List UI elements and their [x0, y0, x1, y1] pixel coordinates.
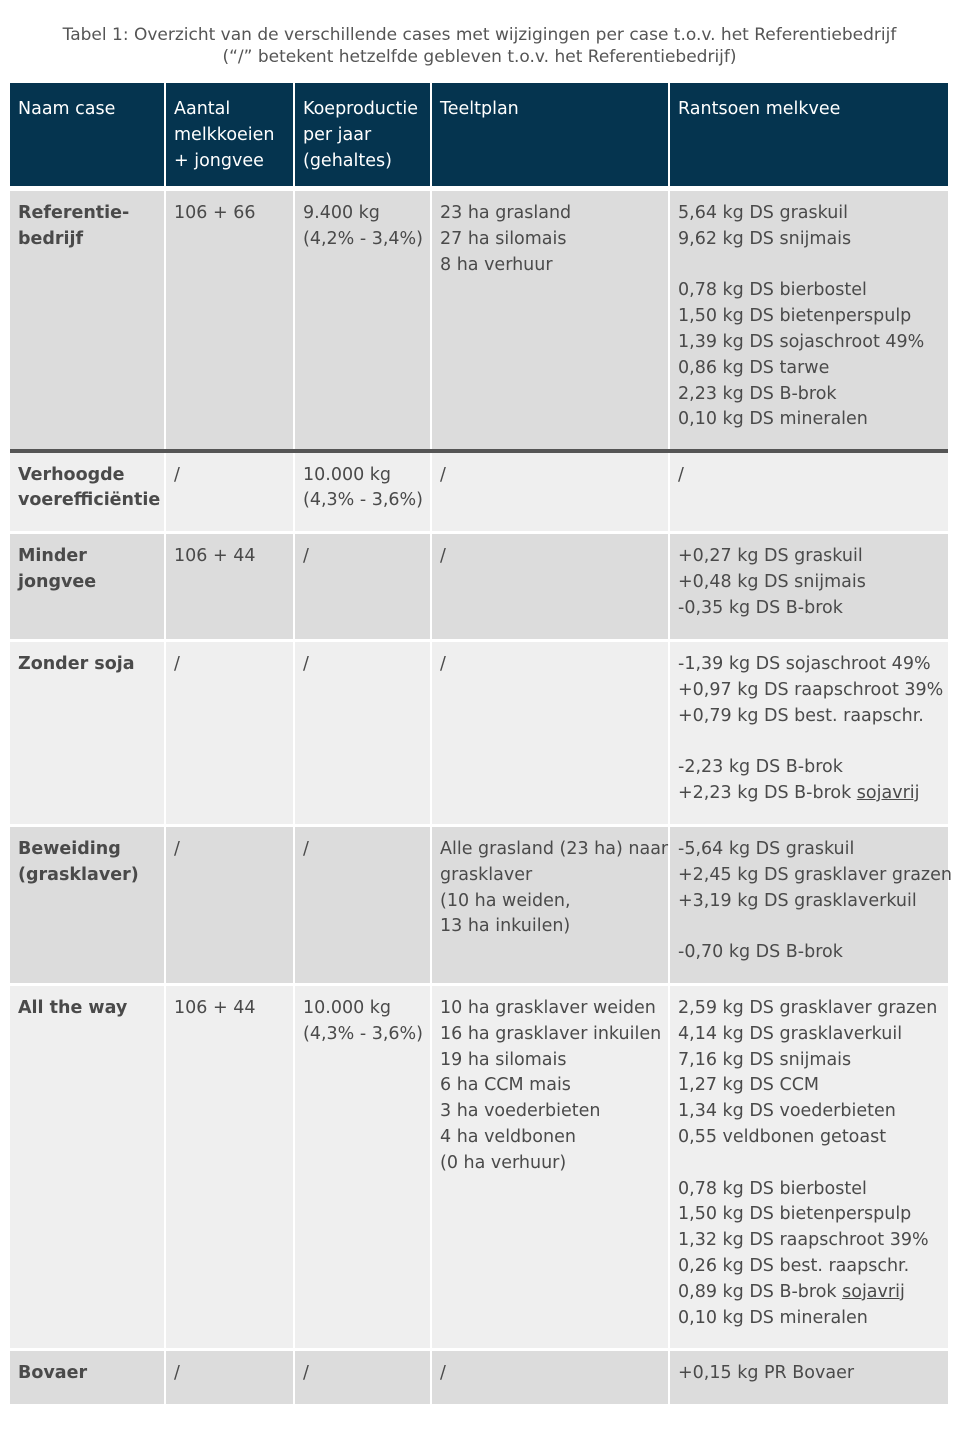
cell-line: 0,10 kg DS mineralen	[678, 1307, 868, 1328]
cell-line: /	[303, 1363, 309, 1383]
cases-table	[10, 83, 952, 1407]
cell-line: jongvee	[18, 571, 97, 592]
cell-line: /	[440, 1363, 446, 1383]
cell-line: 13 ha inkuilen)	[440, 916, 571, 937]
cell-rantsoen	[669, 189, 948, 451]
cell-line: 9,62 kg DS snijmais	[678, 228, 852, 249]
cell-line: +0,27 kg DS graskuil	[678, 546, 863, 566]
cell-line	[678, 253, 940, 279]
cell-line: Koeproductie	[303, 99, 419, 119]
cell-line: + jongvee	[174, 150, 264, 171]
cell-line: (gehaltes)	[303, 150, 392, 171]
cell-line: Verhoogde	[18, 464, 125, 485]
cell-koeproductie	[294, 641, 431, 826]
cell-line: Minder	[18, 546, 87, 566]
table-row-referentiebedrijf	[10, 189, 948, 451]
cell-aantal	[165, 451, 294, 533]
cell-naam	[10, 451, 165, 533]
table-row-verhoogde-voerefficientie	[10, 451, 948, 533]
cell-aantal	[165, 641, 294, 826]
table-row-minder-jongvee	[10, 533, 948, 641]
cell-line: /	[440, 546, 446, 566]
cell-rantsoen	[669, 1350, 948, 1406]
cell-koeproductie	[294, 826, 431, 985]
cell-line: 0,26 kg DS best. raapschr.	[678, 1255, 910, 1276]
table-row-bovaer	[10, 1350, 948, 1406]
cell-line: 9.400 kg	[303, 203, 380, 223]
cell-aantal	[165, 826, 294, 985]
cell-line: Referentie-	[18, 203, 130, 223]
cell-line: 3 ha voederbieten	[440, 1101, 601, 1122]
cell-line: -1,39 kg DS sojaschroot 49%	[678, 654, 931, 674]
cell-koeproductie	[294, 451, 431, 533]
rantsoen-line-sojavrij: 0,89 kg DS B-brok sojavrij	[678, 1281, 905, 1302]
cell-koeproductie	[294, 189, 431, 451]
cell-line: 27 ha silomais	[440, 228, 567, 249]
table-row-beweiding	[10, 826, 948, 985]
cell-teeltplan	[431, 451, 669, 533]
cell-rantsoen	[669, 826, 952, 985]
cell-line: grasklaver	[440, 864, 533, 885]
cell-aantal	[165, 189, 294, 451]
cell-line: Rantsoen melkvee	[678, 99, 841, 119]
cell-line: 19 ha silomais	[440, 1049, 567, 1070]
cell-line: 4 ha veldbonen	[440, 1126, 576, 1147]
cell-line: 0,10 kg DS mineralen	[678, 409, 868, 430]
cell-line: 0,86 kg DS tarwe	[678, 357, 830, 378]
cell-line: 23 ha grasland	[440, 203, 572, 223]
cell-line: /	[303, 839, 309, 859]
cell-line: /	[174, 839, 180, 859]
cell-line: 16 ha grasklaver inkuilen	[440, 1023, 662, 1044]
cell-line: +0,97 kg DS raapschroot 39%	[678, 679, 944, 700]
header-rantsoen	[669, 83, 948, 189]
table-row-zonder-soja	[10, 641, 948, 826]
table-row-all-the-way	[10, 985, 948, 1350]
cell-line	[678, 729, 940, 755]
cell-line: /	[303, 654, 309, 674]
cell-line: /	[174, 1363, 180, 1383]
cell-line: 1,27 kg DS CCM	[678, 1075, 820, 1096]
cell-line: Teeltplan	[440, 99, 519, 119]
cell-line: 6 ha CCM mais	[440, 1075, 571, 1096]
caption-line-2: (“/” betekent hetzelfde gebleven t.o.v. het Referentiebedrijf)	[222, 47, 737, 67]
cell-line: (10 ha weiden,	[440, 890, 571, 911]
table-caption	[0, 24, 959, 68]
cell-line: Aantal	[174, 99, 231, 119]
cell-line: -0,35 kg DS B-brok	[678, 597, 843, 618]
cell-aantal	[165, 985, 294, 1350]
rantsoen-line-sojavrij: +2,23 kg DS B-brok sojavrij	[678, 782, 920, 803]
cell-line	[678, 914, 940, 940]
cell-line: -0,70 kg DS B-brok	[678, 942, 843, 963]
cell-koeproductie	[294, 533, 431, 641]
cell-line: 10 ha grasklaver weiden	[440, 998, 656, 1018]
cell-line: (4,2% - 3,4%)	[303, 228, 424, 249]
cell-line: Alle grasland (23 ha) naar	[440, 839, 669, 859]
cell-teeltplan	[431, 189, 669, 451]
cell-aantal	[165, 1350, 294, 1406]
header-row	[10, 83, 948, 189]
cell-line: 1,50 kg DS bietenperspulp	[678, 306, 912, 327]
cell-koeproductie	[294, 1350, 431, 1406]
cell-line: melkkoeien	[174, 124, 275, 145]
cell-naam	[10, 826, 165, 985]
cell-line: -2,23 kg DS B-brok	[678, 757, 843, 778]
header-aantal	[165, 83, 294, 189]
cell-rantsoen	[669, 641, 948, 826]
cell-line: voerefficiëntie	[18, 490, 161, 511]
cell-line: 1,34 kg DS voederbieten	[678, 1101, 896, 1122]
header-teeltplan	[431, 83, 669, 189]
cell-line: /	[174, 464, 180, 485]
cell-line: /	[678, 464, 684, 485]
cell-line: 7,16 kg DS snijmais	[678, 1049, 852, 1070]
cell-line: 5,64 kg DS graskuil	[678, 203, 849, 223]
cell-line: 8 ha verhuur	[440, 254, 553, 275]
cell-teeltplan	[431, 533, 669, 641]
cell-line: 4,14 kg DS grasklaverkuil	[678, 1023, 903, 1044]
cell-line: All the way	[18, 998, 128, 1018]
cell-rantsoen	[669, 985, 948, 1350]
cell-line: /	[440, 464, 446, 485]
cell-naam	[10, 189, 165, 451]
cell-line: 10.000 kg	[303, 998, 392, 1018]
cell-teeltplan	[431, 1350, 669, 1406]
cell-naam	[10, 641, 165, 826]
cell-line: (0 ha verhuur)	[440, 1152, 567, 1173]
cell-line: 0,55 veldbonen getoast	[678, 1126, 887, 1147]
cell-line: per jaar	[303, 124, 372, 145]
cell-line: Bovaer	[18, 1363, 88, 1383]
cell-line: Beweiding	[18, 839, 121, 859]
cell-rantsoen	[669, 533, 948, 641]
cell-line: 10.000 kg	[303, 464, 392, 485]
cell-line: 0,78 kg DS bierbostel	[678, 1178, 867, 1199]
cell-line: +2,45 kg DS grasklaver grazen	[678, 864, 952, 885]
cell-line: 2,23 kg DS B-brok	[678, 383, 837, 404]
cell-teeltplan	[431, 985, 669, 1350]
cell-line: +0,48 kg DS snijmais	[678, 571, 866, 592]
caption-line-1: Tabel 1: Overzicht van de verschillende cases met wijzigingen per case t.o.v. het Referentiebedrijf	[62, 25, 897, 45]
cell-line: 106 + 44	[174, 998, 256, 1018]
cell-line: 0,78 kg DS bierbostel	[678, 280, 867, 301]
header-koeproductie	[294, 83, 431, 189]
cell-line: (grasklaver)	[18, 864, 139, 885]
cell-naam	[10, 533, 165, 641]
cell-line: /	[440, 654, 446, 674]
cell-line: bedrijf	[18, 228, 84, 249]
cell-line: +0,79 kg DS best. raapschr.	[678, 705, 924, 726]
cell-teeltplan	[431, 826, 669, 985]
cell-koeproductie	[294, 985, 431, 1350]
cell-aantal	[165, 533, 294, 641]
header-naam-case	[10, 83, 165, 189]
cell-line: 1,39 kg DS sojaschroot 49%	[678, 331, 925, 352]
cell-naam	[10, 1350, 165, 1406]
cell-line: 106 + 44	[174, 546, 256, 566]
cell-line	[678, 1151, 940, 1177]
cell-naam	[10, 985, 165, 1350]
cell-line: /	[303, 546, 309, 566]
cell-line: (4,3% - 3,6%)	[303, 490, 424, 511]
cell-line: +3,19 kg DS grasklaverkuil	[678, 890, 917, 911]
cell-line: +0,15 kg PR Bovaer	[678, 1363, 855, 1383]
cell-line: 1,50 kg DS bietenperspulp	[678, 1204, 912, 1225]
cell-line: 106 + 66	[174, 203, 256, 223]
cell-line: Naam case	[18, 99, 116, 119]
cell-line: -5,64 kg DS graskuil	[678, 839, 855, 859]
cell-rantsoen	[669, 451, 948, 533]
cell-teeltplan	[431, 641, 669, 826]
cell-line: 1,32 kg DS raapschroot 39%	[678, 1230, 929, 1251]
cell-line: (4,3% - 3,6%)	[303, 1023, 424, 1044]
cell-line: 2,59 kg DS grasklaver grazen	[678, 998, 938, 1018]
cell-line: Zonder soja	[18, 654, 135, 674]
cell-line: /	[174, 654, 180, 674]
